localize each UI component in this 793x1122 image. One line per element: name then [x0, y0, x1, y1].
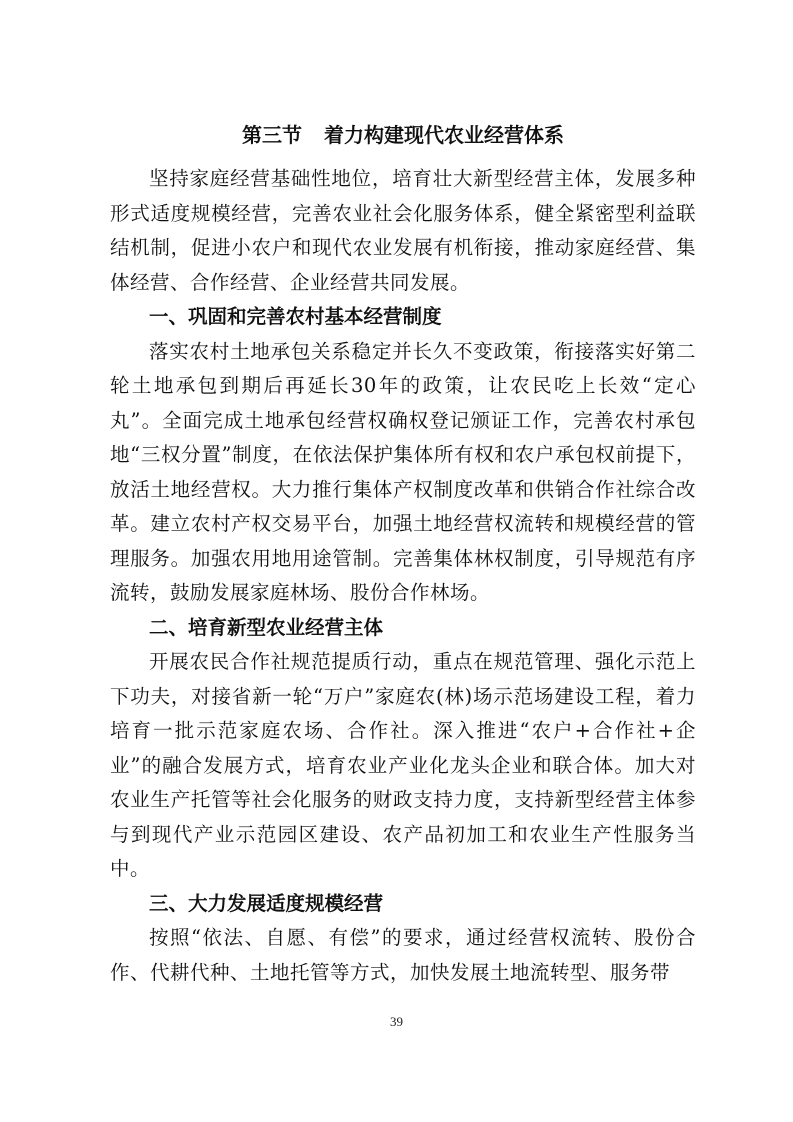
- subsection-body-1: 落实农村土地承包关系稳定并长久不变政策，衔接落实好第二轮土地承包到期后再延长30年的政策，让农民吃上长效“定心丸”。全面完成土地承包经营权确权登记颁证工作，完善农村承包地“三权分置”制度，在依法保护集体所有权和农户承包权前提下，放活土地经营权。大力推行集体产权制度改革和供销合作社综合改革。建立农村产权交易平台，加强土地经营权流转和规模经营的管理服务。加强农用地用途管制。完善集体林权制度，引导规范有序流转，鼓励发展家庭林场、股份合作林场。: [110, 339, 696, 604]
- subsection-heading-2: 二、培育新型农业经营主体: [149, 615, 384, 639]
- subsection-body-3: 按照“依法、自愿、有偿”的要求，通过经营权流转、股份合作、代耕代种、土地托管等方式，加快发展土地流转型、服务带: [110, 926, 696, 984]
- intro-paragraph: 坚持家庭经营基础性地位，培育壮大新型经营主体，发展多种形式适度规模经营，完善农业社会化服务体系，健全紧密型利益联结机制，促进小农户和现代农业发展有机衔接，推动家庭经营、集体经营、合作经营、企业经营共同发展。: [110, 167, 696, 294]
- subsection-heading-1: 一、巩固和完善农村基本经营制度: [149, 305, 442, 328]
- section-title: [110, 118, 696, 152]
- subsection-body-2: 开展农民合作社规范提质行动，重点在规范管理、强化示范上下功夫，对接省新一轮“万户”家庭农(林)场示范场建设工程，着力培育一批示范家庭农场、合作社。深入推进“农户+合作社+企业”的融合发展方式，培育农业产业化龙头企业和联合体。加大对农业生产托管等社会化服务的财政支持力度，支持新型经营主体参与到现代产业示范园区建设、农产品初加工和农业生产性服务当中。: [110, 650, 696, 880]
- section-number: 第三节: [242, 123, 302, 147]
- subsection-heading-3: 三、大力发展适度规模经营: [149, 891, 384, 915]
- page-content: [110, 118, 696, 990]
- section-title-text: 着力构建现代农业经营体系: [324, 123, 564, 147]
- page-number: 39: [390, 1014, 403, 1029]
